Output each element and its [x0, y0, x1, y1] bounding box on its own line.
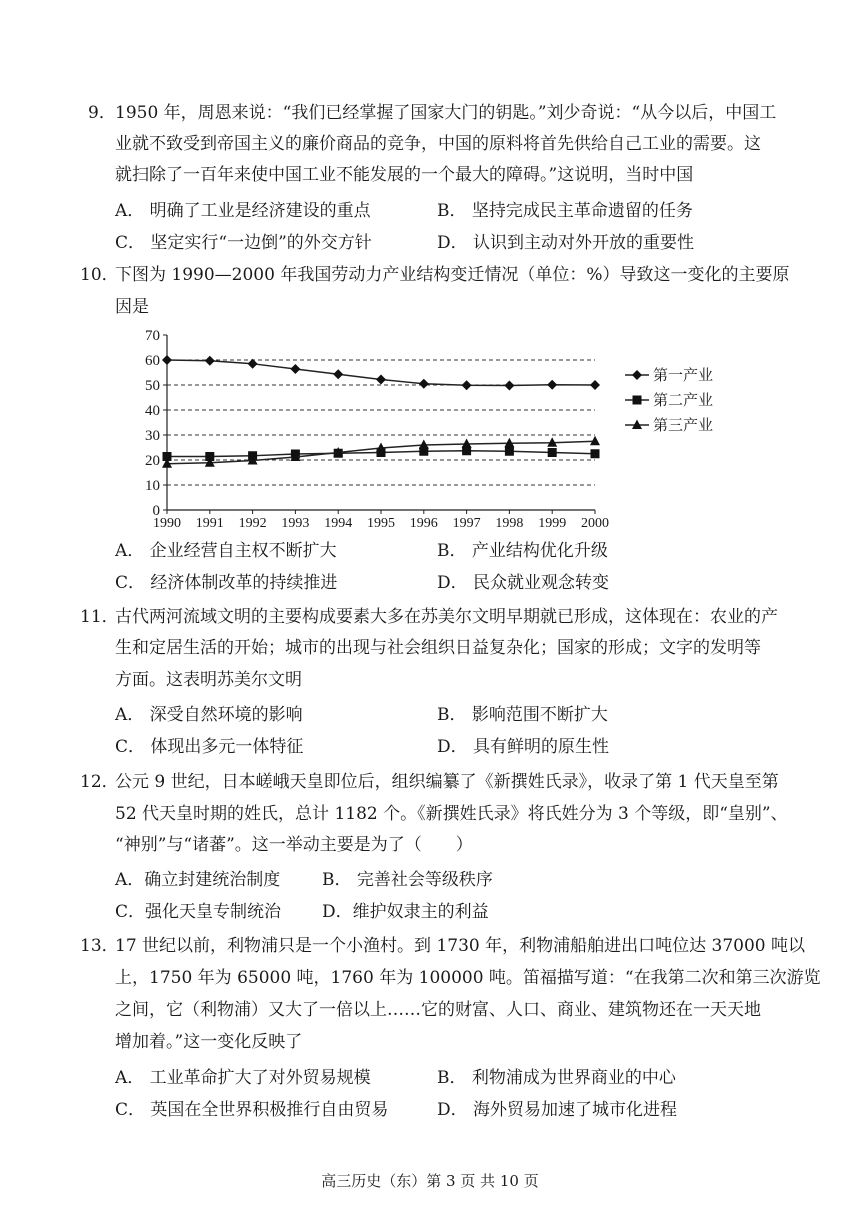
x-tick-label-1994: 1994 — [324, 516, 353, 531]
y-tick-label-30: 30 — [145, 428, 160, 444]
question-10-line-2: 因是 — [115, 297, 149, 317]
question-9-number: 9． — [88, 103, 116, 123]
question-9-line-2: 业就不致受到帝国主义的廉价商品的竞争，中国的原料将首先供给自己工业的需要。这 — [115, 134, 761, 154]
series-2-point-2000 — [591, 449, 600, 458]
question-12-line-2: 52 代天皇时期的姓氏，总计 1182 个。《新撰姓氏录》将氏姓分为 3 个等级，即“皇别”、 — [115, 804, 788, 824]
question-12-option-d: D．维护奴隶主的利益 — [322, 902, 489, 922]
question-13-option-b: B． 利物浦成为世界商业的中心 — [437, 1068, 676, 1088]
question-12-option-c: C．强化天皇专制统治 — [115, 902, 282, 922]
question-12-line-3: “神别”与“诸蕃”。这一举动主要是为了（ ） — [115, 835, 473, 855]
question-12-number: 12． — [80, 772, 119, 792]
question-13-option-a: A． 工业革命扩大了对外贸易规模 — [115, 1068, 371, 1088]
y-tick-label-20: 20 — [145, 453, 160, 469]
question-9-option-b: B． 坚持完成民主革命遗留的任务 — [437, 201, 693, 221]
series-1-point-1993 — [290, 364, 300, 374]
question-11-option-d: D． 具有鲜明的原生性 — [437, 737, 610, 757]
chart-legend — [625, 367, 713, 434]
x-tick-label-1993: 1993 — [281, 516, 310, 531]
legend-label-3: 第三产业 — [653, 418, 714, 434]
series-1-point-1994 — [333, 369, 343, 379]
question-11-option-a: A． 深受自然环境的影响 — [115, 705, 303, 725]
question-13-line-2: 上，1750 年为 65000 吨，1760 年为 100000 吨。笛福描写道：“在我第二次和第三次游览 — [115, 968, 821, 988]
question-9-option-c: C． 坚定实行“一边倒”的外交方针 — [115, 233, 372, 253]
series-1-point-1999 — [547, 380, 557, 390]
x-tick-label-2000: 2000 — [581, 516, 609, 531]
x-tick-label-1998: 1998 — [495, 516, 524, 531]
question-11-line-2: 生和定居生活的开始；城市的出现与社会组织日益复杂化；国家的形成；文字的发明等 — [115, 638, 761, 658]
x-tick-label-1995: 1995 — [367, 516, 395, 531]
y-tick-label-10: 10 — [145, 478, 160, 494]
question-10-option-d: D． 民众就业观念转变 — [437, 573, 610, 593]
y-tick-label-40: 40 — [145, 403, 160, 419]
question-10-line-1: 下图为 1990—2000 年我国劳动力产业结构变迁情况（单位：%）导致这一变化的主要原 — [115, 265, 790, 285]
series-1-point-1992 — [248, 359, 258, 369]
x-tick-label-1999: 1999 — [538, 516, 567, 531]
series-1-point-2000 — [590, 380, 600, 390]
series-3-point-1998 — [504, 438, 514, 448]
legend-marker-3 — [632, 420, 642, 430]
series-2-point-1998 — [505, 447, 514, 456]
question-13-line-4: 增加着。”这一变化反映了 — [115, 1032, 303, 1052]
chart-series — [162, 355, 600, 468]
question-10-option-a: A． 企业经营自主权不断扩大 — [115, 541, 337, 561]
y-tick-label-50: 50 — [145, 378, 160, 394]
question-12-line-1: 公元 9 世纪，日本嵯峨天皇即位后，组织编纂了《新撰姓氏录》，收录了第 1 代天皇至第 — [115, 772, 779, 792]
question-13-number: 13． — [80, 936, 119, 956]
legend-marker-1 — [632, 370, 642, 380]
question-12-option-a: A．确立封建统治制度 — [115, 870, 281, 890]
series-1-point-1995 — [376, 375, 386, 385]
question-10-option-c: C． 经济体制改革的持续推进 — [115, 573, 338, 593]
x-tick-label-1997: 1997 — [452, 516, 481, 531]
x-tick-label-1996: 1996 — [409, 516, 438, 531]
question-13-option-d: D． 海外贸易加速了城市化进程 — [437, 1100, 678, 1120]
question-10-number: 10． — [80, 265, 119, 285]
page-footer: 高三历史（东）第 3 页 共 10 页 — [321, 1172, 539, 1190]
x-tick-label-1992: 1992 — [238, 516, 267, 531]
question-12-option-b: B． 完善社会等级秩序 — [322, 870, 493, 890]
question-11-line-3: 方面。这表明苏美尔文明 — [115, 670, 302, 690]
series-3-point-2000 — [590, 436, 600, 446]
question-11-number: 11． — [80, 607, 119, 627]
question-11-option-b: B． 影响范围不断扩大 — [437, 705, 608, 725]
series-1-point-1990 — [162, 355, 172, 365]
legend-label-1: 第一产业 — [653, 368, 714, 384]
question-10-option-b: B． 产业结构优化升级 — [437, 541, 608, 561]
legend-marker-2 — [633, 396, 642, 405]
legend-label-2: 第二产业 — [653, 393, 714, 409]
question-11-line-1: 古代两河流域文明的主要构成要素大多在苏美尔文明早期就已形成，这体现在：农业的产 — [115, 607, 778, 627]
chart-axes — [145, 328, 609, 531]
series-1-point-1996 — [419, 379, 429, 389]
x-tick-label-1991: 1991 — [195, 516, 224, 531]
series-1-point-1997 — [462, 380, 472, 390]
question-11-option-c: C． 体现出多元一体特征 — [115, 737, 304, 757]
question-13-line-1: 17 世纪以前，利物浦只是一个小渔村。到 1730 年，利物浦船舶进出口吨位达 37000 吨以 — [115, 936, 805, 956]
y-tick-label-0: 0 — [152, 503, 160, 519]
question-13-option-c: C． 英国在全世界积极推行自由贸易 — [115, 1100, 389, 1120]
question-9-line-3: 就扫除了一百年来使中国工业不能发展的一个最大的障碍。”这说明，当时中国 — [115, 165, 694, 185]
question-13-line-3: 之间，它（利物浦）又大了一倍以上……它的财富、人口、商业、建筑物还在一天天地 — [115, 1000, 761, 1020]
y-tick-label-60: 60 — [145, 353, 160, 369]
labor-structure-chart — [115, 325, 735, 535]
series-1-point-1998 — [504, 381, 514, 391]
series-2-point-1999 — [548, 448, 557, 457]
y-tick-label-70: 70 — [145, 328, 160, 344]
question-9-option-d: D． 认识到主动对外开放的重要性 — [437, 233, 695, 253]
series-1-point-1991 — [205, 356, 215, 366]
question-9-option-a: A． 明确了工业是经济建设的重点 — [115, 201, 371, 221]
x-tick-label-1990: 1990 — [153, 516, 181, 531]
question-9-line-1: 1950 年，周恩来说：“我们已经掌握了国家大门的钥匙。”刘少奇说：“从今以后，中国工 — [115, 103, 777, 123]
